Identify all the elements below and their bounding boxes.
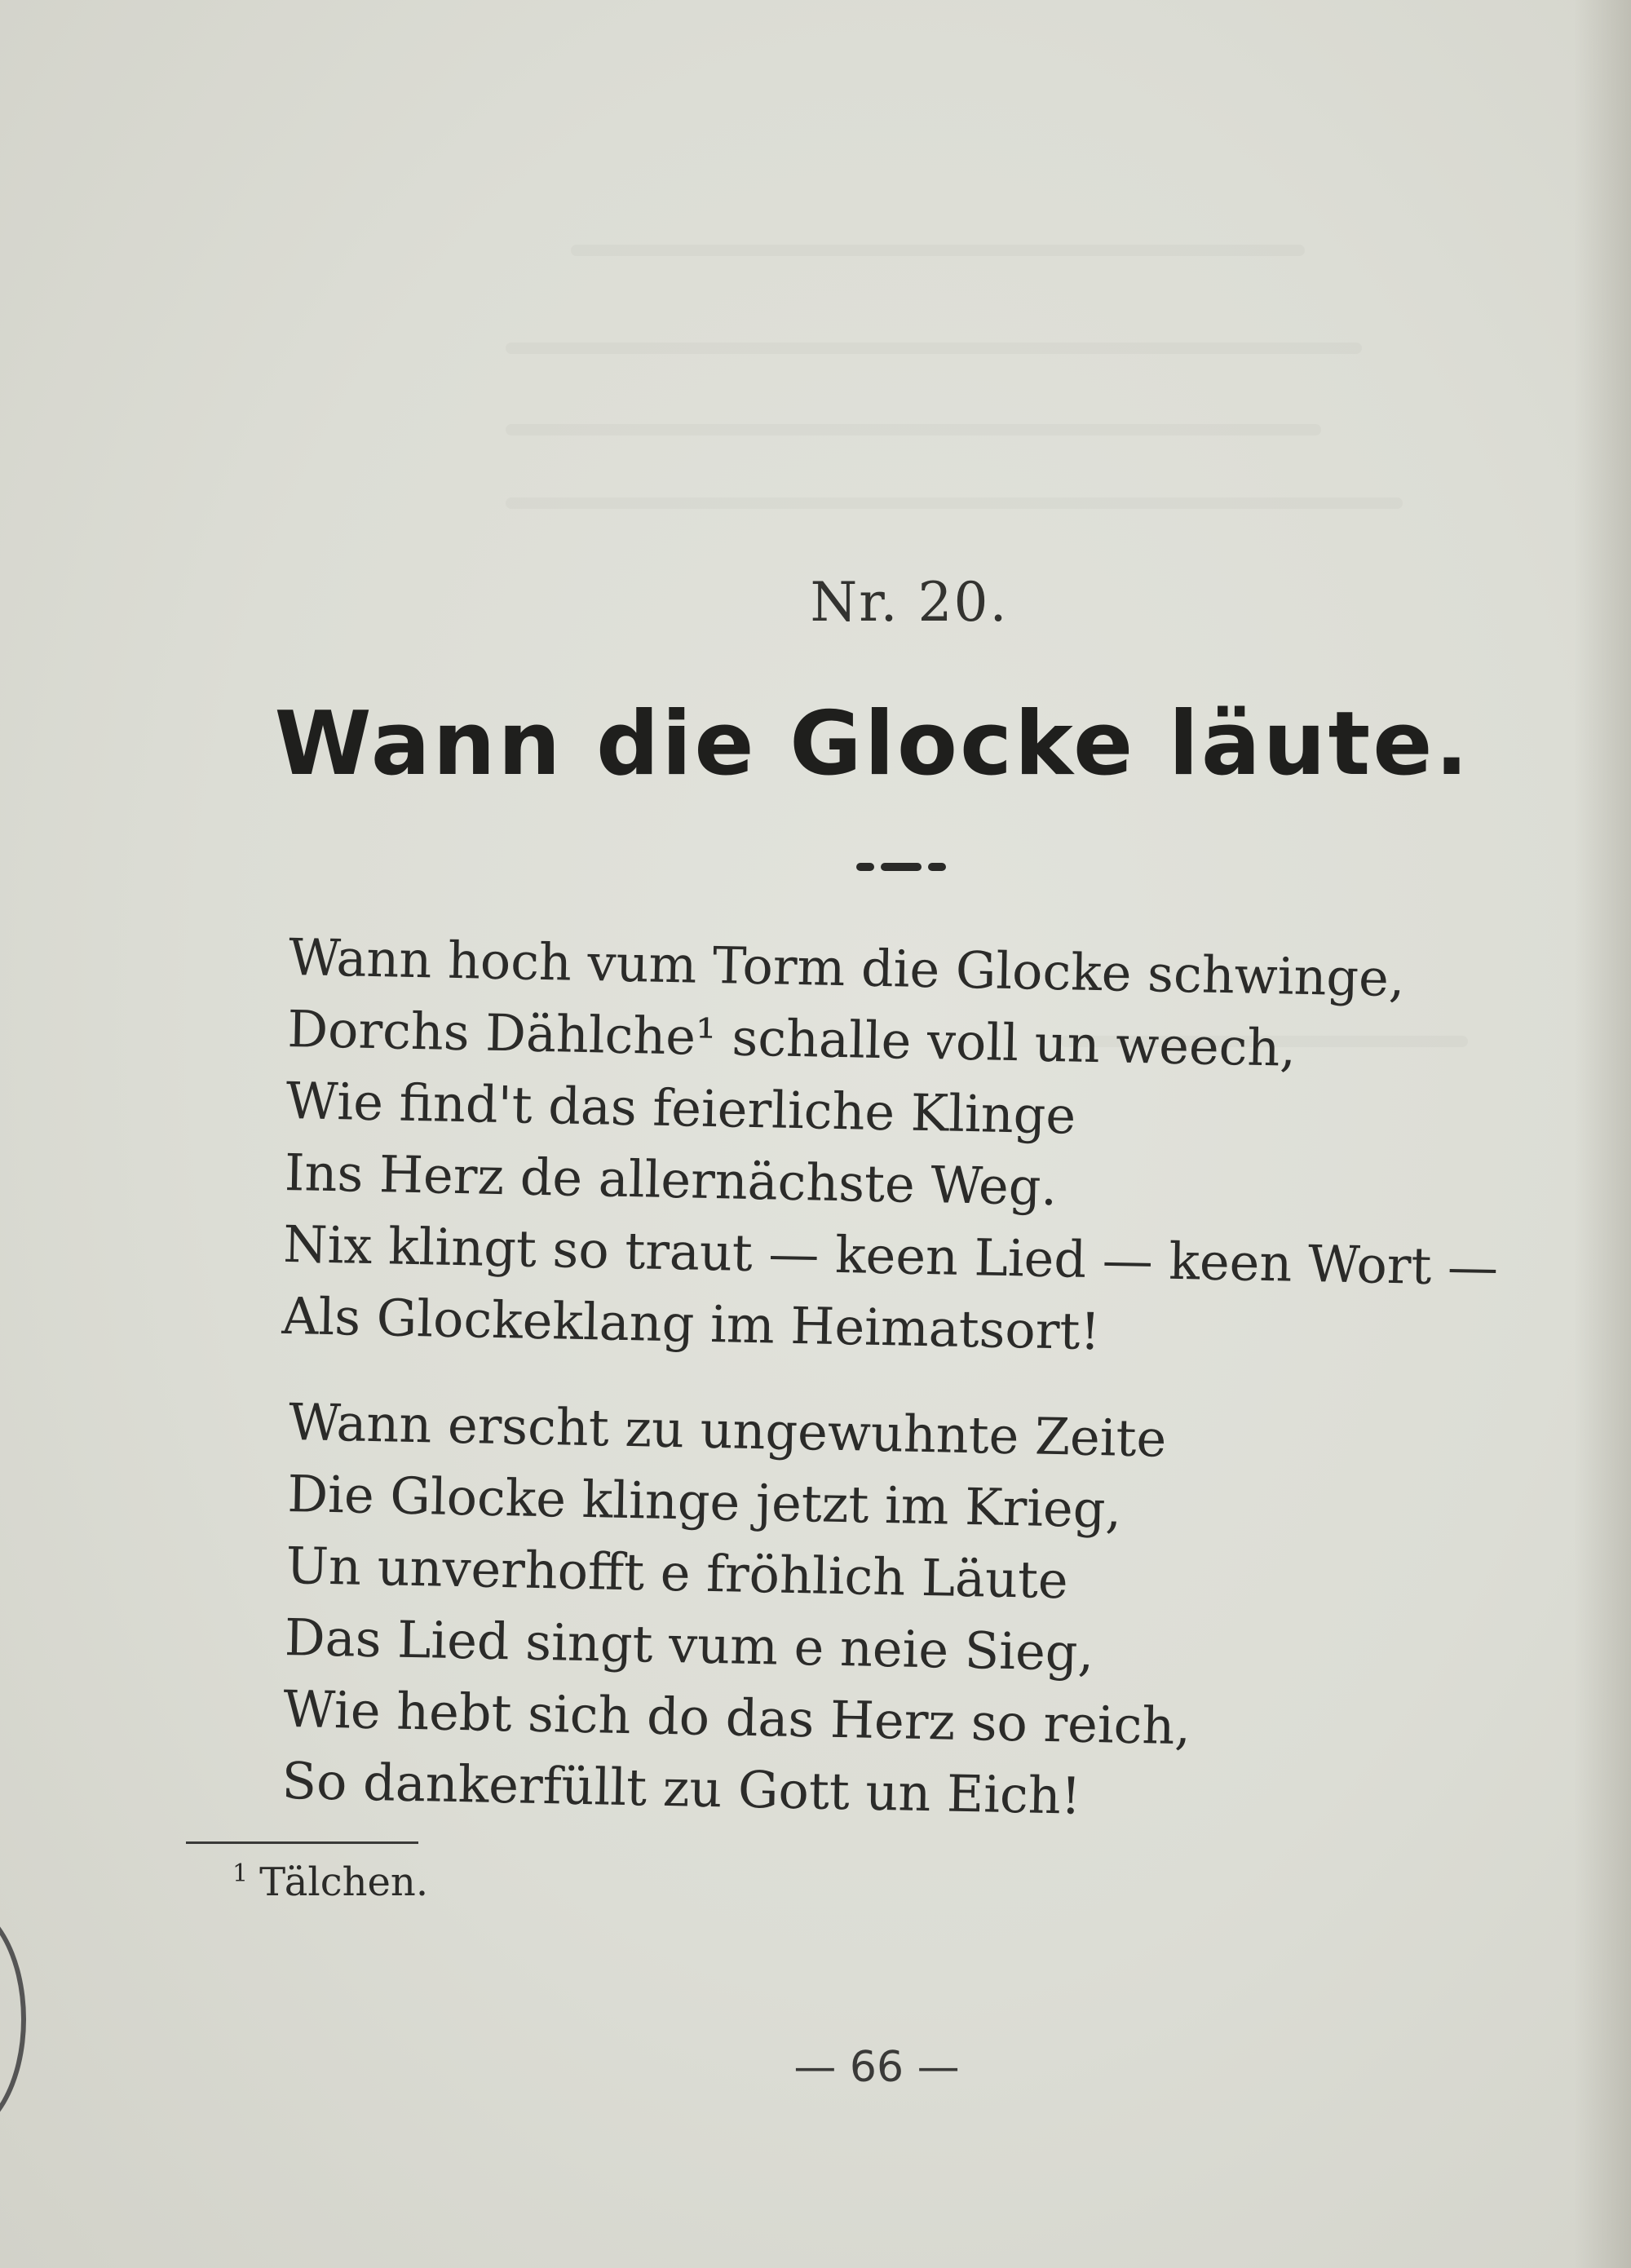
show-through-line — [506, 343, 1362, 354]
binding-ring — [0, 1900, 26, 2138]
verse-line: Als Glockeklang im Heimatsort! — [281, 1285, 1101, 1362]
footnote — [232, 1859, 428, 1905]
poem-title: Wann die Glocke läute. — [274, 693, 1471, 795]
verse-line: Nix klingt so traut — keen Lied — keen Wort — — [282, 1214, 1499, 1298]
verse-line: Das Lied singt vum e neie Sieg, — [284, 1607, 1094, 1682]
show-through-line — [506, 424, 1321, 435]
verse-line: Wie hebt sich do das Herz so reich, — [282, 1678, 1191, 1757]
title-ornament — [856, 863, 946, 871]
verse-line: Wann hoch vum Torm die Glocke schwinge, — [288, 926, 1406, 1009]
verse-line: Die Glocke klinge jetzt im Krieg, — [286, 1463, 1122, 1540]
verse-line: Wann erscht zu ungewuhnte Zeite — [288, 1391, 1167, 1469]
verse-line: Ins Herz de allernächste Weg. — [284, 1142, 1058, 1218]
stanza-1 — [281, 922, 1505, 1376]
show-through-line — [571, 245, 1305, 256]
verse-line: So dankerfüllt zu Gott un Eich! — [281, 1750, 1082, 1826]
poem-number: Nr. 20. — [810, 571, 1009, 634]
footnote-text: Tälchen. — [259, 1859, 429, 1905]
page-number: — 66 — — [793, 2043, 960, 2092]
show-through-line — [506, 497, 1403, 509]
footnote-marker: 1 — [232, 1859, 249, 1888]
stanza-2 — [281, 1386, 1197, 1834]
verse-line: Un unverhofft e fröhlich Läute — [285, 1535, 1069, 1611]
footnote-divider — [186, 1841, 418, 1844]
verse-line: Dorchs Dählche¹ schalle voll un weech, — [286, 998, 1297, 1078]
verse-line: Wie find't das feierliche Klinge — [285, 1070, 1076, 1146]
page-edge-shadow — [1574, 0, 1631, 2268]
